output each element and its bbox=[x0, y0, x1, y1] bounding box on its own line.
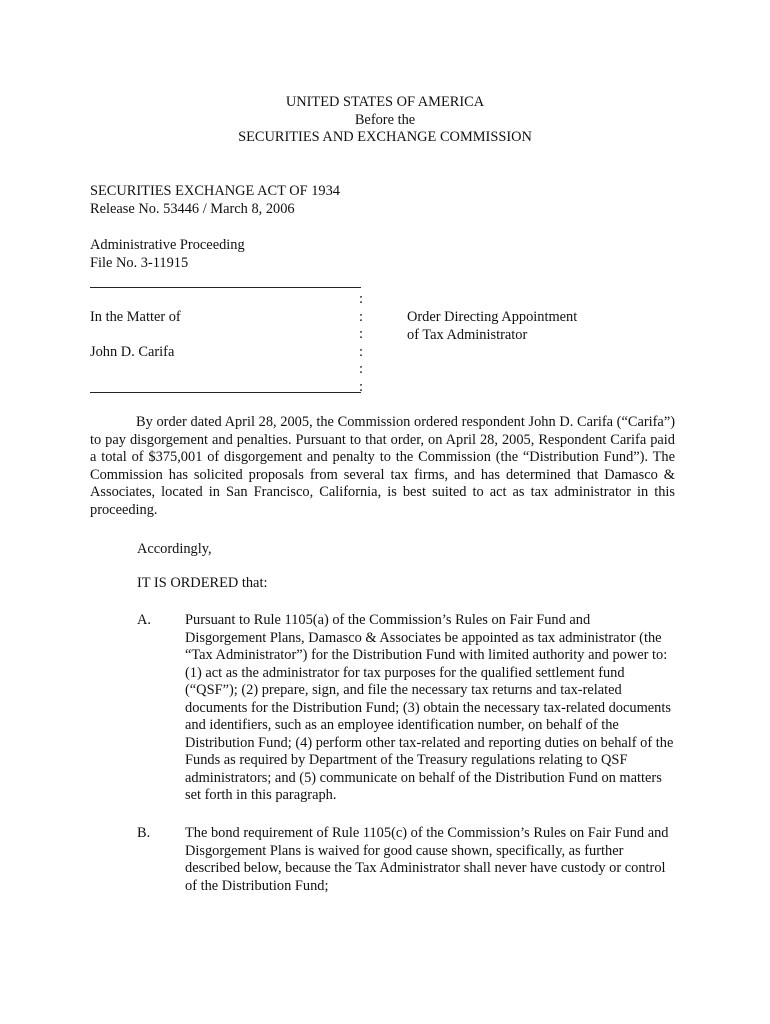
order-title-line-2: of Tax Administrator bbox=[407, 326, 528, 343]
release-info bbox=[90, 183, 340, 218]
proceeding-type: Administrative Proceeding bbox=[90, 237, 245, 253]
order-title bbox=[407, 309, 577, 344]
caption-colon: : bbox=[359, 361, 363, 377]
caption-colon-column bbox=[359, 291, 371, 396]
caption-top-rule bbox=[90, 287, 361, 288]
document-header bbox=[0, 94, 770, 147]
header-line-3: SECURITIES AND EXCHANGE COMMISSION bbox=[238, 129, 532, 145]
item-a-text: Pursuant to Rule 1105(a) of the Commission’s Rules on Fair Fund and Disgorgement Plans, Damasco & Associates be appointed as tax administrator (the “Tax Administrator”) for the Distribution Fund with limited authority and power to: (1) act as the administrator for tax purposes for the qualified settlement fund (“QSF”); (2) prepare, sign, and file the necessary tax returns and tax-related documents for the Distribution Fund; (3) obtain the necessary tax-related documents and identifiers, such as an employee identification number, on behalf of the Distribution Fund; (4) perform other tax-related and reporting duties on behalf of the Funds as required by Department of the Treasury regulations relating to QSF administrators; and (5) communicate on behalf of the Distribution Fund on matters set forth in this paragraph. bbox=[185, 612, 674, 803]
caption-colon: : bbox=[359, 343, 363, 360]
header-line-2: Before the bbox=[354, 111, 416, 128]
caption-colon: : bbox=[359, 378, 363, 395]
item-b-letter: B. bbox=[137, 825, 151, 841]
accordingly-text: Accordingly, bbox=[137, 541, 212, 557]
caption-colon: : bbox=[359, 291, 363, 307]
proceeding-info bbox=[90, 237, 245, 272]
caption-colon: : bbox=[359, 308, 363, 325]
ordered-text: IT IS ORDERED that: bbox=[137, 575, 268, 591]
intro-paragraph: By order dated April 28, 2005, the Commission ordered respondent John D. Carifa (“Carifa”) to pay disgorgement and penalties. Pursuant to that order, on April 28, 2005, Respondent Carifa paid a total of $375,001 of disgorgement and penalty to the Commission (the “Distribution Fund”). The Commission has solicited proposals from several tax firms, and has determined that Damasco & Associates, located in San Francisco, California, is best suited to act as tax administrator in this proceeding. bbox=[90, 414, 675, 518]
caption-colon: : bbox=[359, 326, 363, 342]
caption-respondent: John D. Carifa bbox=[90, 344, 175, 360]
act-name: SECURITIES EXCHANGE ACT OF 1934 bbox=[90, 183, 340, 199]
header-line-1: UNITED STATES OF AMERICA bbox=[285, 94, 485, 110]
item-b-text: The bond requirement of Rule 1105(c) of the Commission’s Rules on Fair Fund and Disgorgement Plans is waived for good cause shown, specifically, as further described below, because the Tax Administrator shall never have custody or control of the Distribution Fund; bbox=[185, 825, 669, 894]
release-number: Release No. 53446 / March 8, 2006 bbox=[90, 200, 295, 217]
caption-bottom-rule bbox=[90, 392, 361, 393]
order-title-line-1: Order Directing Appointment bbox=[407, 309, 578, 325]
file-number: File No. 3-11915 bbox=[90, 254, 189, 271]
item-a-letter: A. bbox=[137, 612, 151, 628]
caption-matter: In the Matter of bbox=[90, 309, 181, 325]
